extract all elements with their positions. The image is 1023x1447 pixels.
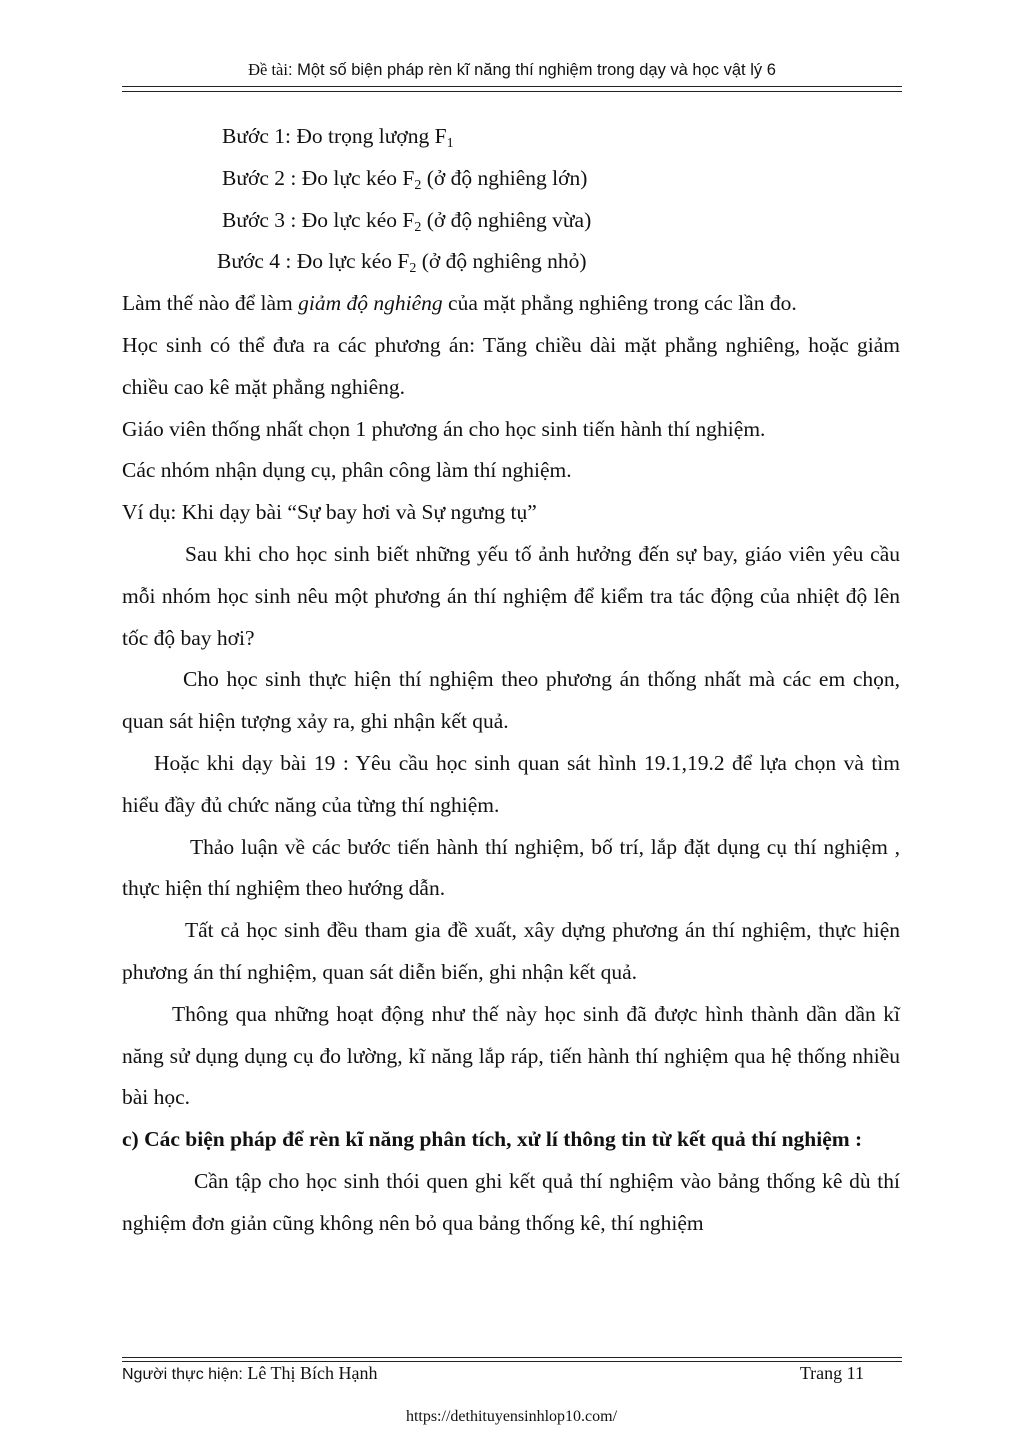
header-rule	[122, 86, 902, 87]
subscript: 2	[409, 261, 417, 277]
paragraph-10: Thông qua những hoạt động như thế này học sinh đã được hình thành dần dần kĩ năng sử dụng dụng cụ đo lường, kĩ năng lắp ráp, tiến hành thí nghiệm qua hệ thống nhiều bài học.	[122, 1001, 900, 1110]
header-label: Đề tài	[248, 60, 288, 79]
footer-rule-thin	[122, 1357, 902, 1358]
header-rule-thin	[122, 91, 902, 92]
step-1: Bước 1: Đo trọng lượng $F_1$	[222, 124, 454, 151]
paragraph-5: Sau khi cho học sinh biết những yếu tố ảnh hưởng đến sự bay, giáo viên yêu cầu mỗi nhóm học sinh nêu một phương án thí nghiệm để kiểm tra tác động của nhiệt độ lên tốc độ bay hơi?	[122, 541, 900, 650]
paragraph-7: Hoặc khi dạy bài 19 : Yêu cầu học sinh quan sát hình 19.1,19.2 để lựa chọn và tìm hiểu đầy đủ chức năng của từng thí nghiệm.	[122, 750, 900, 817]
question-paragraph: Làm thế nào để làm giảm độ nghiêng của mặt phẳng nghiêng trong các lần đo.	[122, 291, 797, 316]
paragraph-1: Học sinh có thể đưa ra các phương án: Tăng chiều dài mặt phẳng nghiêng, hoặc giảm chiều cao kê mặt phẳng nghiêng.	[122, 332, 900, 399]
page-body	[122, 116, 900, 1245]
page-number: Trang 11	[799, 1363, 864, 1383]
step-4: Bước 4 : Đo lực kéo $F_2$ (ở độ nghiêng nhỏ)	[217, 249, 587, 277]
header-title: : Một số biện pháp rèn kĩ năng thí nghiệm trong dạy và học vật lý 6	[287, 61, 776, 79]
subscript: 2	[414, 177, 422, 193]
emphasis: giảm độ nghiêng	[298, 291, 443, 316]
author-name: Lê Thị Bích Hạnh	[242, 1363, 378, 1383]
paragraph-9: Tất cả học sinh đều tham gia đề xuất, xây dựng phương án thí nghiệm, thực hiện phương án thí nghiệm, quan sát diễn biến, ghi nhận kết quả.	[122, 918, 900, 984]
paragraph-2: Giáo viên thống nhất chọn 1 phương án cho học sinh tiến hành thí nghiệm.	[122, 416, 766, 441]
footer-rule	[122, 1361, 902, 1362]
paragraph-8: Thảo luận về các bước tiến hành thí nghiệm, bố trí, lắp đặt dụng cụ thí nghiệm , thực hiện thí nghiệm theo hướng dẫn.	[122, 834, 900, 901]
paragraph-6: Cho học sinh thực hiện thí nghiệm theo phương án thống nhất mà các em chọn, quan sát hiện tượng xảy ra, ghi nhận kết quả.	[122, 667, 900, 734]
author-credit	[122, 1363, 378, 1384]
paragraph-4: Ví dụ: Khi dạy bài “Sự bay hơi và Sự ngưng tụ”	[122, 500, 537, 525]
step-2: Bước 2 : Đo lực kéo $F_2$ (ở độ nghiêng lớn)	[222, 165, 588, 193]
paragraph-11: Cần tập cho học sinh thói quen ghi kết quả thí nghiệm vào bảng thống kê dù thí nghiệm đơn giản cũng không nên bỏ qua bảng thống kê, thí nghiệm	[122, 1168, 900, 1235]
subscript: 2	[414, 219, 422, 235]
page-header	[122, 60, 902, 80]
author-label: Người thực hiện:	[122, 1366, 243, 1383]
subscript: 1	[446, 136, 454, 151]
section-heading: c) Các biện pháp để rèn kĩ năng phân tích, xử lí thông tin từ kết quả thí nghiệm :	[122, 1127, 863, 1152]
paragraph-3: Các nhóm nhận dụng cụ, phân công làm thí nghiệm.	[122, 458, 572, 483]
step-3: Bước 3 : Đo lực kéo $F_2$ (ở độ nghiêng vừa)	[222, 207, 592, 235]
source-url: https://dethituyensinhlop10.com/	[405, 1408, 618, 1425]
